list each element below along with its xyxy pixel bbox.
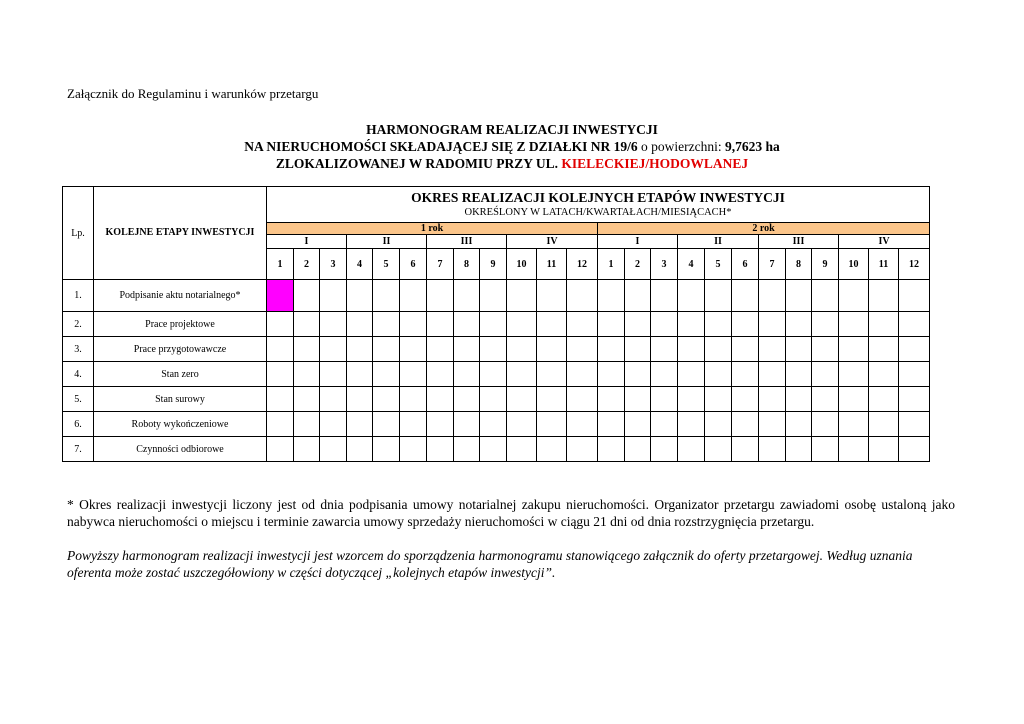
schedule-cell[interactable] — [899, 362, 930, 387]
schedule-cell[interactable] — [869, 362, 899, 387]
schedule-cell[interactable] — [705, 280, 732, 312]
schedule-cell[interactable] — [294, 337, 320, 362]
table-row — [63, 337, 930, 362]
schedule-cell[interactable] — [732, 437, 759, 462]
schedule-cell[interactable] — [567, 312, 598, 337]
quarter-header: IV — [839, 235, 930, 249]
schedule-cell[interactable] — [812, 362, 839, 387]
month-header: 12 — [899, 249, 930, 280]
quarter-header: II — [678, 235, 759, 249]
month-header: 9 — [480, 249, 507, 280]
schedule-cell[interactable] — [678, 312, 705, 337]
schedule-cell[interactable] — [537, 437, 567, 462]
schedule-cell[interactable] — [294, 412, 320, 437]
schedule-cell[interactable] — [480, 280, 507, 312]
month-header: 1 — [267, 249, 294, 280]
schedule-cell[interactable] — [320, 280, 347, 312]
schedule-cell[interactable] — [480, 337, 507, 362]
schedule-cell[interactable] — [732, 362, 759, 387]
schedule-cell[interactable] — [812, 312, 839, 337]
schedule-cell[interactable] — [598, 437, 625, 462]
schedule-cell[interactable] — [567, 412, 598, 437]
schedule-cell[interactable] — [786, 337, 812, 362]
period-title: OKRES REALIZACJI KOLEJNYCH ETAPÓW INWESTYCJI — [411, 189, 785, 205]
schedule-cell[interactable] — [567, 280, 598, 312]
schedule-cell[interactable] — [759, 312, 786, 337]
schedule-cell[interactable] — [347, 387, 373, 412]
schedule-cell[interactable] — [839, 412, 869, 437]
month-header: 10 — [507, 249, 537, 280]
schedule-cell[interactable] — [480, 412, 507, 437]
schedule-cell[interactable] — [320, 337, 347, 362]
schedule-cell[interactable] — [839, 337, 869, 362]
schedule-cell[interactable] — [427, 387, 454, 412]
schedule-cell[interactable] — [427, 412, 454, 437]
schedule-cell[interactable] — [267, 362, 294, 387]
row-number: 2. — [63, 312, 94, 337]
stage-name: Podpisanie aktu notarialnego* — [94, 280, 267, 312]
schedule-cell[interactable] — [507, 387, 537, 412]
schedule-cell[interactable] — [732, 337, 759, 362]
schedule-cell[interactable] — [678, 280, 705, 312]
period-subtitle: OKREŚLONY W LATACH/KWARTAŁACH/MIESIĄCACH* — [464, 206, 732, 218]
schedule-cell[interactable] — [759, 362, 786, 387]
quarter-header: III — [759, 235, 839, 249]
table-row — [63, 280, 930, 312]
schedule-cell[interactable] — [267, 280, 294, 312]
row-number: 3. — [63, 337, 94, 362]
schedule-cell[interactable] — [899, 437, 930, 462]
schedule-cell[interactable] — [651, 437, 678, 462]
schedule-cell[interactable] — [899, 312, 930, 337]
quarter-header: I — [267, 235, 347, 249]
schedule-cell[interactable] — [899, 387, 930, 412]
schedule-cell[interactable] — [869, 337, 899, 362]
schedule-cell[interactable] — [839, 312, 869, 337]
title-location-text: ZLOKALIZOWANEJ W RADOMIU PRZY UL. — [275, 156, 562, 171]
stage-name: Prace przygotowawcze — [94, 337, 267, 362]
month-header: 10 — [839, 249, 869, 280]
schedule-cell[interactable] — [732, 280, 759, 312]
month-header: 6 — [400, 249, 427, 280]
row-number: 6. — [63, 412, 94, 437]
schedule-cell[interactable] — [507, 362, 537, 387]
schedule-cell[interactable] — [759, 437, 786, 462]
schedule-cell[interactable] — [400, 362, 427, 387]
month-header: 2 — [294, 249, 320, 280]
row-number: 1. — [63, 280, 94, 312]
schedule-cell[interactable] — [839, 362, 869, 387]
schedule-cell[interactable] — [598, 362, 625, 387]
schedule-cell[interactable] — [294, 312, 320, 337]
schedule-cell[interactable] — [347, 412, 373, 437]
schedule-cell[interactable] — [651, 387, 678, 412]
schedule-cell[interactable] — [598, 337, 625, 362]
schedule-cell[interactable] — [625, 312, 651, 337]
schedule-cell[interactable] — [507, 337, 537, 362]
schedule-cell[interactable] — [347, 280, 373, 312]
schedule-cell[interactable] — [786, 387, 812, 412]
schedule-cell[interactable] — [507, 437, 537, 462]
schedule-cell[interactable] — [267, 337, 294, 362]
schedule-cell[interactable] — [651, 362, 678, 387]
schedule-cell[interactable] — [267, 312, 294, 337]
schedule-cell[interactable] — [567, 387, 598, 412]
footnote: * Okres realizacji inwestycji liczony jest od dnia podpisania umowy notarialnej zakupu nieruchomości. Organizator przetargu zawiadomi osobę ustaloną jako nabywca nieruchomości o miejscu i terminie zawarcia umowy sprzedaży nieruchomości w ciągu 21 dni od dnia rozstrzygnięcia przetargu. — [67, 497, 955, 530]
schedule-cell[interactable] — [537, 337, 567, 362]
schedule-cell[interactable] — [400, 337, 427, 362]
table-row — [63, 312, 930, 337]
title-area-value: 9,7623 ha — [725, 139, 780, 154]
schedule-cell[interactable] — [625, 280, 651, 312]
schedule-cell[interactable] — [839, 280, 869, 312]
schedule-cell[interactable] — [705, 387, 732, 412]
title-street-name: KIELECKIEJ/HODOWLANEJ — [561, 156, 749, 171]
title-line-1: HARMONOGRAM REALIZACJI INWESTYCJI — [366, 122, 658, 137]
schedule-cell[interactable] — [598, 280, 625, 312]
title-area-label: o powierzchni: — [637, 139, 726, 154]
schedule-cell[interactable] — [651, 412, 678, 437]
template-note: Powyższy harmonogram realizacji inwestycji jest wzorcem do sporządzenia harmonogramu stanowiącego załącznik do oferty przetargowej. Według uznania oferenta może zostać uszczegółowiony w części dotyczącej „kolejnych etapów inwestycji”. — [67, 548, 913, 581]
schedule-cell[interactable] — [373, 412, 400, 437]
schedule-cell[interactable] — [480, 437, 507, 462]
schedule-cell[interactable] — [812, 437, 839, 462]
schedule-cell[interactable] — [812, 412, 839, 437]
schedule-cell[interactable] — [567, 337, 598, 362]
quarter-header: III — [427, 235, 507, 249]
month-header: 8 — [454, 249, 480, 280]
schedule-cell[interactable] — [320, 312, 347, 337]
month-header: 4 — [347, 249, 373, 280]
schedule-cell[interactable] — [347, 337, 373, 362]
stage-name: Stan zero — [94, 362, 267, 387]
schedule-cell[interactable] — [759, 412, 786, 437]
year-header-2: 2 rok — [598, 223, 930, 235]
schedule-cell[interactable] — [267, 437, 294, 462]
schedule-cell[interactable] — [839, 437, 869, 462]
schedule-cell[interactable] — [732, 387, 759, 412]
month-header: 8 — [786, 249, 812, 280]
schedule-cell[interactable] — [373, 337, 400, 362]
schedule-cell[interactable] — [454, 412, 480, 437]
schedule-table — [62, 186, 930, 462]
quarter-header: I — [598, 235, 678, 249]
month-header: 3 — [320, 249, 347, 280]
stage-name: Roboty wykończeniowe — [94, 412, 267, 437]
schedule-cell[interactable] — [320, 387, 347, 412]
year-header-1: 1 rok — [267, 223, 598, 235]
schedule-cell[interactable] — [598, 312, 625, 337]
row-number: 7. — [63, 437, 94, 462]
schedule-cell[interactable] — [400, 280, 427, 312]
schedule-cell[interactable] — [454, 362, 480, 387]
month-header: 9 — [812, 249, 839, 280]
month-header: 2 — [625, 249, 651, 280]
schedule-cell[interactable] — [759, 280, 786, 312]
schedule-cell[interactable] — [869, 280, 899, 312]
schedule-cell[interactable] — [537, 387, 567, 412]
schedule-cell[interactable] — [786, 437, 812, 462]
stage-name: Czynności odbiorowe — [94, 437, 267, 462]
month-header: 7 — [427, 249, 454, 280]
schedule-cell[interactable] — [812, 387, 839, 412]
schedule-cell[interactable] — [625, 337, 651, 362]
schedule-cell[interactable] — [705, 337, 732, 362]
table-row — [63, 412, 930, 437]
table-row — [63, 387, 930, 412]
schedule-cell[interactable] — [400, 437, 427, 462]
month-header: 1 — [598, 249, 625, 280]
title-plot-text: NA NIERUCHOMOŚCI SKŁADAJĄCEJ SIĘ Z DZIAŁKI NR 19/6 — [244, 139, 638, 154]
schedule-cell[interactable] — [454, 312, 480, 337]
schedule-cell[interactable] — [567, 362, 598, 387]
schedule-cell[interactable] — [294, 362, 320, 387]
schedule-cell[interactable] — [480, 312, 507, 337]
schedule-cell[interactable] — [651, 280, 678, 312]
schedule-cell[interactable] — [732, 412, 759, 437]
schedule-cell[interactable] — [454, 437, 480, 462]
schedule-cell[interactable] — [678, 412, 705, 437]
schedule-cell[interactable] — [732, 312, 759, 337]
table-row — [63, 362, 930, 387]
schedule-cell[interactable] — [294, 387, 320, 412]
schedule-cell[interactable] — [427, 437, 454, 462]
schedule-cell[interactable] — [705, 312, 732, 337]
schedule-cell[interactable] — [651, 337, 678, 362]
schedule-cell[interactable] — [625, 437, 651, 462]
schedule-cell[interactable] — [373, 387, 400, 412]
schedule-cell[interactable] — [705, 437, 732, 462]
schedule-cell[interactable] — [598, 387, 625, 412]
month-header: 7 — [759, 249, 786, 280]
period-header — [267, 187, 930, 223]
schedule-cell[interactable] — [567, 437, 598, 462]
stage-name: Stan surowy — [94, 387, 267, 412]
quarter-header: IV — [507, 235, 598, 249]
schedule-cell[interactable] — [705, 362, 732, 387]
schedule-cell[interactable] — [678, 362, 705, 387]
schedule-cell[interactable] — [320, 362, 347, 387]
annex-label: Załącznik do Regulaminu i warunków przetargu — [67, 86, 319, 101]
month-header: 12 — [567, 249, 598, 280]
schedule-cell[interactable] — [625, 412, 651, 437]
schedule-cell[interactable] — [869, 387, 899, 412]
schedule-cell[interactable] — [759, 337, 786, 362]
month-header: 6 — [732, 249, 759, 280]
schedule-cell[interactable] — [537, 412, 567, 437]
schedule-cell[interactable] — [373, 437, 400, 462]
schedule-cell[interactable] — [625, 362, 651, 387]
schedule-cell[interactable] — [786, 412, 812, 437]
schedule-cell[interactable] — [320, 437, 347, 462]
schedule-cell[interactable] — [625, 387, 651, 412]
schedule-cell[interactable] — [839, 387, 869, 412]
month-header: 4 — [678, 249, 705, 280]
schedule-cell[interactable] — [507, 280, 537, 312]
schedule-cell[interactable] — [480, 362, 507, 387]
schedule-cell[interactable] — [899, 337, 930, 362]
schedule-cell[interactable] — [427, 280, 454, 312]
schedule-cell[interactable] — [373, 312, 400, 337]
schedule-cell[interactable] — [899, 280, 930, 312]
month-header: 3 — [651, 249, 678, 280]
row-number: 5. — [63, 387, 94, 412]
schedule-cell[interactable] — [427, 337, 454, 362]
schedule-cell[interactable] — [812, 337, 839, 362]
schedule-cell[interactable] — [812, 280, 839, 312]
schedule-cell[interactable] — [373, 362, 400, 387]
schedule-cell[interactable] — [678, 437, 705, 462]
schedule-cell[interactable] — [869, 412, 899, 437]
schedule-cell[interactable] — [400, 312, 427, 337]
schedule-cell[interactable] — [320, 412, 347, 437]
schedule-cell[interactable] — [480, 387, 507, 412]
schedule-cell[interactable] — [678, 387, 705, 412]
stage-name: Prace projektowe — [94, 312, 267, 337]
title-line-3 — [0, 155, 1024, 172]
month-header: 11 — [537, 249, 567, 280]
schedule-cell[interactable] — [705, 412, 732, 437]
schedule-cell[interactable] — [651, 312, 678, 337]
schedule-cell[interactable] — [598, 412, 625, 437]
header-row — [63, 187, 930, 223]
schedule-cell[interactable] — [347, 437, 373, 462]
month-header: 11 — [869, 249, 899, 280]
schedule-cell[interactable] — [400, 387, 427, 412]
month-header: 5 — [705, 249, 732, 280]
schedule-cell[interactable] — [347, 362, 373, 387]
schedule-cell[interactable] — [454, 337, 480, 362]
month-header: 5 — [373, 249, 400, 280]
schedule-cell[interactable] — [507, 312, 537, 337]
schedule-cell[interactable] — [786, 312, 812, 337]
schedule-cell[interactable] — [454, 280, 480, 312]
schedule-cell[interactable] — [294, 437, 320, 462]
schedule-cell[interactable] — [759, 387, 786, 412]
schedule-cell[interactable] — [678, 337, 705, 362]
schedule-cell[interactable] — [400, 412, 427, 437]
schedule-cell[interactable] — [507, 412, 537, 437]
schedule-cell[interactable] — [786, 280, 812, 312]
schedule-cell[interactable] — [869, 312, 899, 337]
quarter-header: II — [347, 235, 427, 249]
schedule-cell[interactable] — [427, 362, 454, 387]
schedule-cell[interactable] — [869, 437, 899, 462]
title-line-2 — [0, 138, 1024, 155]
schedule-cell[interactable] — [537, 280, 567, 312]
schedule-cell[interactable] — [427, 312, 454, 337]
schedule-cell[interactable] — [786, 362, 812, 387]
schedule-cell[interactable] — [899, 412, 930, 437]
lp-header: Lp. — [63, 187, 94, 280]
schedule-cell[interactable] — [267, 412, 294, 437]
stages-header: KOLEJNE ETAPY INWESTYCJI — [94, 187, 267, 280]
schedule-cell[interactable] — [294, 280, 320, 312]
row-number: 4. — [63, 362, 94, 387]
schedule-cell[interactable] — [454, 387, 480, 412]
schedule-cell[interactable] — [347, 312, 373, 337]
schedule-cell[interactable] — [537, 362, 567, 387]
schedule-cell[interactable] — [373, 280, 400, 312]
schedule-cell[interactable] — [537, 312, 567, 337]
schedule-cell[interactable] — [267, 387, 294, 412]
table-row — [63, 437, 930, 462]
